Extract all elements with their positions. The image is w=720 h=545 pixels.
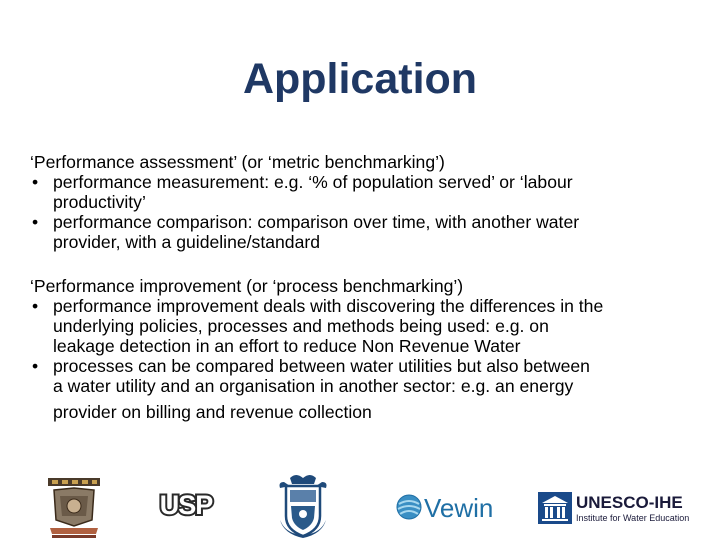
vewin-logo (396, 492, 494, 524)
bullet-line: a water utility and an organisation in another sector: e.g. an energy (53, 376, 574, 396)
bullet-line: processes can be compared between water utilities but also between (53, 356, 590, 376)
unesco-ihe-logo (538, 492, 688, 526)
crest-icon (276, 472, 330, 540)
bullet-item (30, 356, 698, 422)
vewin-logo-text: Vewin (424, 493, 494, 523)
usp-logo (155, 490, 217, 518)
bullet-line: performance improvement deals with discovering the differences in the (53, 296, 604, 316)
crest-logo (276, 472, 330, 540)
bullet-marker: • (32, 296, 39, 316)
bullet-marker: • (32, 356, 39, 376)
bullet-line: performance comparison: comparison over time, with another water (53, 212, 580, 232)
emblem-logo (44, 474, 104, 540)
bullet-item (30, 212, 698, 252)
bullet-line: productivity’ (53, 192, 146, 212)
bullet-list-improvement (30, 296, 698, 422)
section-heading-improvement: ‘Performance improvement (or ‘process benchmarking’) (30, 276, 464, 296)
slide-title: Application (242, 55, 478, 103)
bullet-line: provider, with a guideline/standard (53, 232, 321, 252)
temple-icon (538, 492, 572, 524)
slide-body (30, 152, 698, 422)
bullet-list-assessment (30, 172, 698, 252)
section-heading-assessment: ‘Performance assessment’ (or ‘metric benchmarking’) (30, 152, 445, 172)
bullet-line: performance measurement: e.g. ‘% of population served’ or ‘labour (53, 172, 573, 192)
unesco-ihe-subtitle: Institute for Water Education (576, 513, 690, 523)
bullet-line: provider on billing and revenue collection (53, 402, 372, 422)
unesco-ihe-name: UNESCO-IHE (576, 493, 683, 512)
bullet-item (30, 172, 698, 212)
bullet-marker: • (32, 172, 39, 192)
bullet-line: underlying policies, processes and methods being used: e.g. on (53, 316, 549, 336)
bullet-marker: • (32, 212, 39, 232)
bullet-item (30, 296, 698, 356)
emblem-icon (44, 474, 104, 540)
globe-icon (396, 492, 424, 522)
usp-logo-text: USP (159, 490, 213, 518)
partner-logos (0, 462, 720, 540)
bullet-line: leakage detection in an effort to reduce Non Revenue Water (53, 336, 521, 356)
